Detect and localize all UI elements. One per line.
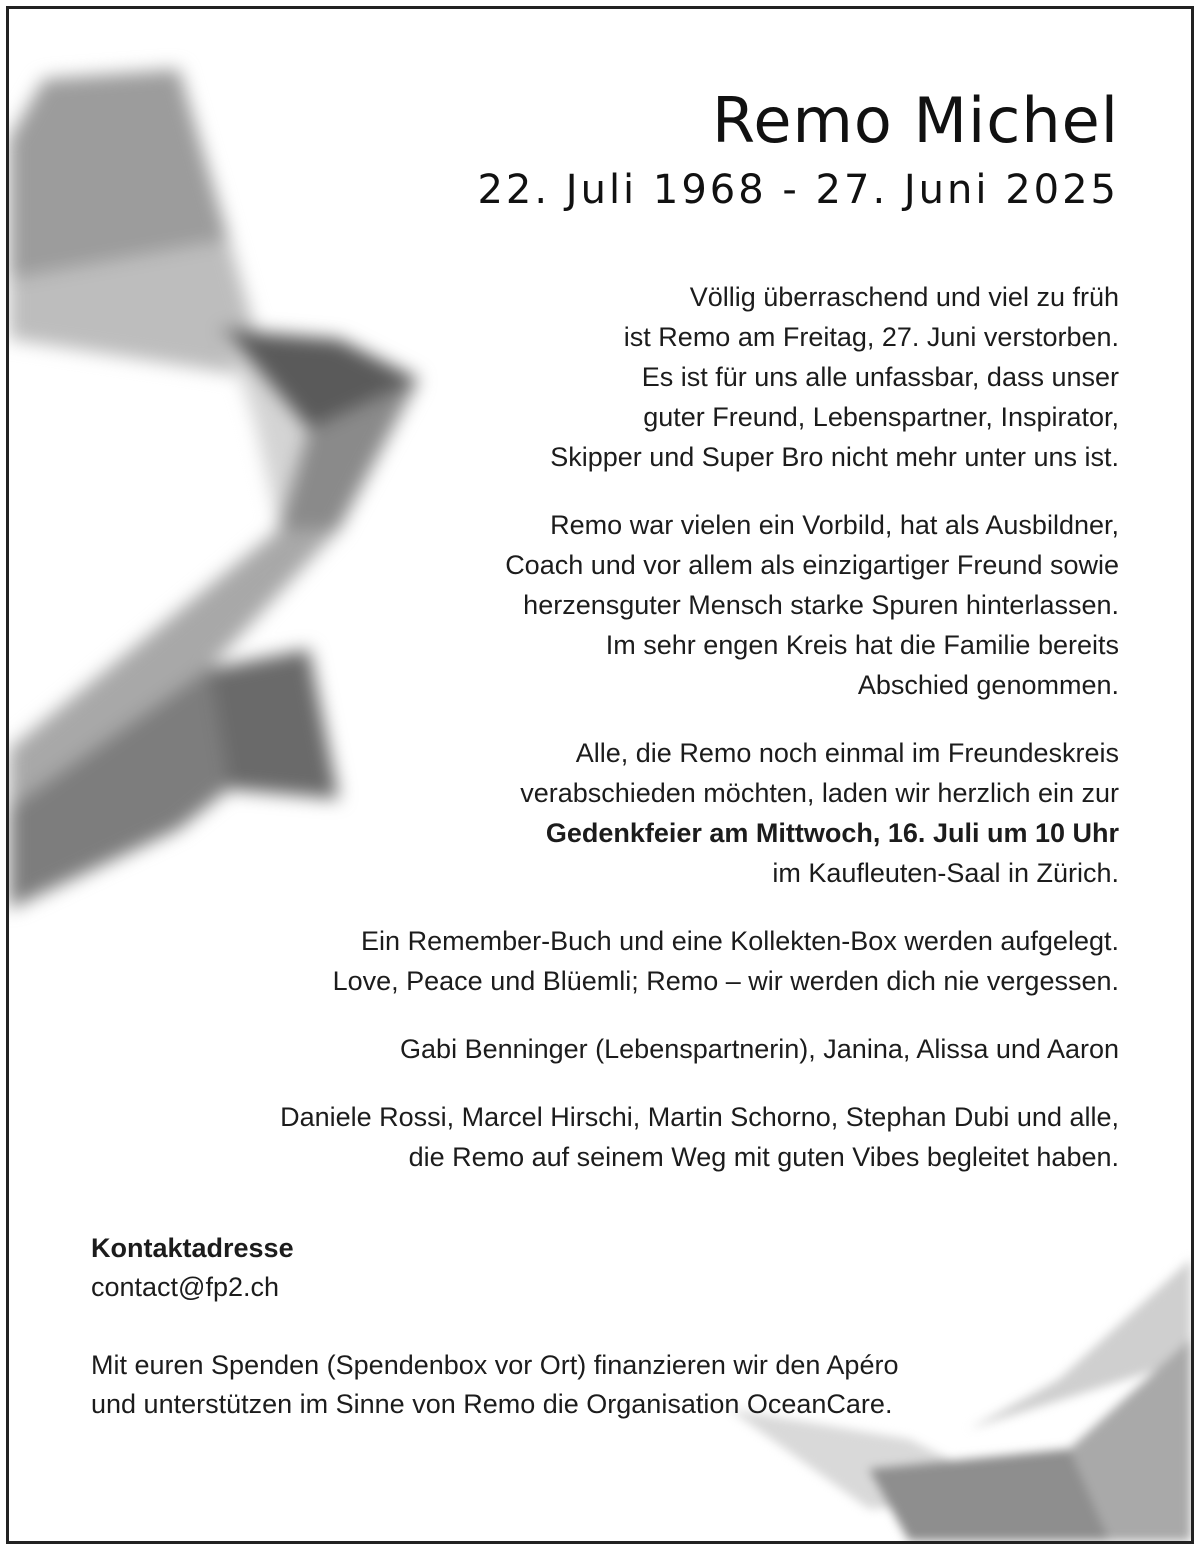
text-line: Daniele Rossi, Marcel Hirschi, Martin Schorno, Stephan Dubi und alle, bbox=[280, 1102, 1119, 1132]
text-line: Alle, die Remo noch einmal im Freundeskreis bbox=[575, 738, 1119, 768]
text-line: Ein Remember-Buch und eine Kollekten-Box werden aufgelegt. bbox=[361, 926, 1119, 956]
paragraph-remember bbox=[119, 921, 1119, 1001]
paragraph-friends bbox=[119, 1097, 1119, 1177]
text-line: Abschied genommen. bbox=[857, 670, 1119, 700]
text-line: Coach und vor allem als einzigartiger Freund sowie bbox=[505, 550, 1119, 580]
text-line: guter Freund, Lebenspartner, Inspirator, bbox=[643, 402, 1119, 432]
text-line: und unterstützen im Sinne von Remo die Organisation OceanCare. bbox=[91, 1389, 893, 1419]
memorial-event-line: Gedenkfeier am Mittwoch, 16. Juli um 10 Uhr bbox=[545, 818, 1119, 848]
text-line: die Remo auf seinem Weg mit guten Vibes begleitet haben. bbox=[408, 1142, 1119, 1172]
text-line: Es ist für uns alle unfassbar, dass unser bbox=[641, 362, 1119, 392]
contact-section bbox=[91, 1229, 1131, 1424]
paragraph-announcement bbox=[119, 277, 1119, 477]
paragraph-invitation bbox=[119, 733, 1119, 893]
deceased-name: Remo Michel bbox=[712, 84, 1119, 157]
text-line: Gabi Benninger (Lebenspartnerin), Janina, Alissa und Aaron bbox=[400, 1034, 1119, 1064]
donation-note bbox=[91, 1346, 1131, 1424]
text-line: Völlig überraschend und viel zu früh bbox=[689, 282, 1119, 312]
text-line: Love, Peace und Blüemli; Remo – wir werden dich nie vergessen. bbox=[332, 966, 1119, 996]
contact-heading: Kontaktadresse bbox=[91, 1233, 294, 1263]
text-line: Im sehr engen Kreis hat die Familie bereits bbox=[605, 630, 1119, 660]
contact-email[interactable]: contact@fp2.ch bbox=[91, 1272, 280, 1302]
text-line: Skipper und Super Bro nicht mehr unter uns ist. bbox=[550, 442, 1119, 472]
paragraph-tribute bbox=[119, 505, 1119, 705]
notice-body bbox=[119, 277, 1119, 1205]
obituary-notice bbox=[6, 6, 1194, 1544]
text-line: verabschieden möchten, laden wir herzlich ein zur bbox=[520, 778, 1119, 808]
paragraph-family bbox=[119, 1029, 1119, 1069]
life-dates: 22. Juli 1968 - 27. Juni 2025 bbox=[477, 167, 1119, 213]
venue-line: im Kaufleuten-Saal in Zürich. bbox=[772, 858, 1119, 888]
text-line: herzensguter Mensch starke Spuren hinterlassen. bbox=[523, 590, 1119, 620]
text-line: Mit euren Spenden (Spendenbox vor Ort) finanzieren wir den Apéro bbox=[91, 1350, 899, 1380]
text-line: Remo war vielen ein Vorbild, hat als Ausbildner, bbox=[550, 510, 1119, 540]
text-line: ist Remo am Freitag, 27. Juni verstorben. bbox=[623, 322, 1119, 352]
